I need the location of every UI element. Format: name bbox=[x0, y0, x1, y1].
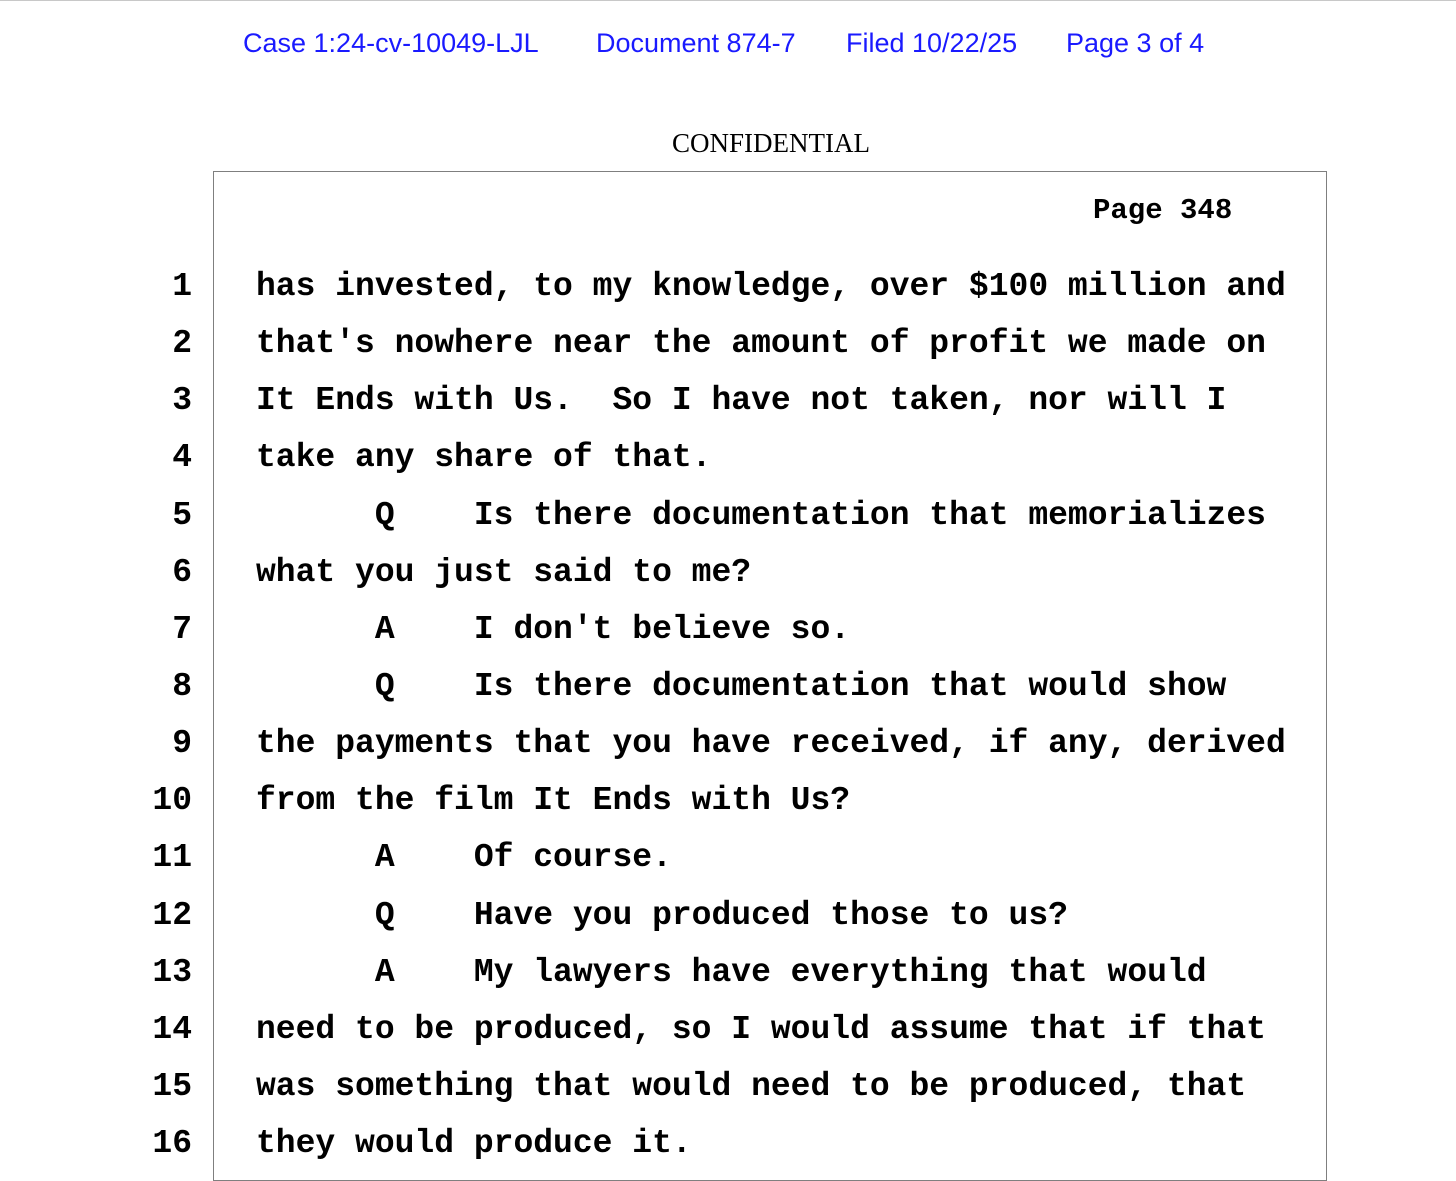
transcript-line bbox=[0, 381, 1456, 421]
line-number: 13 bbox=[152, 954, 192, 991]
line-text: was something that would need to be produced, that bbox=[256, 1068, 1247, 1105]
transcript-line bbox=[0, 1067, 1456, 1107]
line-number: 8 bbox=[172, 668, 192, 705]
line-text: It Ends with Us. So I have not taken, nor will I bbox=[256, 382, 1227, 419]
filed-date: Filed 10/22/25 bbox=[846, 28, 1018, 58]
line-text: Q Have you produced those to us? bbox=[256, 897, 1068, 934]
confidential-label: CONFIDENTIAL bbox=[672, 128, 870, 158]
transcript-line bbox=[0, 667, 1456, 707]
transcript-line bbox=[0, 553, 1456, 593]
line-text: A I don't believe so. bbox=[256, 611, 851, 648]
line-text: Q Is there documentation that memorializes bbox=[256, 497, 1266, 534]
line-text: that's nowhere near the amount of profit we made on bbox=[256, 325, 1266, 362]
transcript-line bbox=[0, 438, 1456, 478]
line-number: 2 bbox=[172, 325, 192, 362]
line-text: Q Is there documentation that would show bbox=[256, 668, 1227, 705]
line-number: 4 bbox=[172, 439, 192, 476]
transcript-line bbox=[0, 324, 1456, 364]
top-border-line bbox=[0, 0, 1456, 1]
transcript-line bbox=[0, 896, 1456, 936]
line-text: A Of course. bbox=[256, 839, 672, 876]
case-number: Case 1:24-cv-10049-LJL bbox=[243, 28, 539, 58]
line-number: 3 bbox=[172, 382, 192, 419]
transcript-line bbox=[0, 496, 1456, 536]
line-text: take any share of that. bbox=[256, 439, 712, 476]
line-text: need to be produced, so I would assume that if that bbox=[256, 1011, 1266, 1048]
transcript-line bbox=[0, 1124, 1456, 1164]
line-number: 14 bbox=[152, 1011, 192, 1048]
transcript-line bbox=[0, 781, 1456, 821]
line-number: 12 bbox=[152, 897, 192, 934]
line-text: what you just said to me? bbox=[256, 554, 752, 591]
transcript-line bbox=[0, 267, 1456, 307]
line-number: 6 bbox=[172, 554, 192, 591]
line-text: A My lawyers have everything that would bbox=[256, 954, 1207, 991]
filing-header bbox=[0, 28, 1456, 62]
transcript-line bbox=[0, 1010, 1456, 1050]
line-text: they would produce it. bbox=[256, 1125, 692, 1162]
line-number: 9 bbox=[172, 725, 192, 762]
transcript-line bbox=[0, 724, 1456, 764]
transcript-line bbox=[0, 610, 1456, 650]
line-number: 16 bbox=[152, 1125, 192, 1162]
line-text: from the film It Ends with Us? bbox=[256, 782, 851, 819]
line-text: has invested, to my knowledge, over $100 million and bbox=[256, 268, 1286, 305]
transcript-line bbox=[0, 953, 1456, 993]
transcript-line bbox=[0, 838, 1456, 878]
page-count: Page 3 of 4 bbox=[1066, 28, 1205, 58]
transcript-page-number: Page 348 bbox=[1093, 194, 1233, 227]
line-number: 10 bbox=[152, 782, 192, 819]
line-number: 1 bbox=[172, 268, 192, 305]
line-number: 15 bbox=[152, 1068, 192, 1105]
line-number: 5 bbox=[172, 497, 192, 534]
line-number: 7 bbox=[172, 611, 192, 648]
document-number: Document 874-7 bbox=[596, 28, 796, 58]
line-text: the payments that you have received, if any, derived bbox=[256, 725, 1286, 762]
line-number: 11 bbox=[152, 839, 192, 876]
